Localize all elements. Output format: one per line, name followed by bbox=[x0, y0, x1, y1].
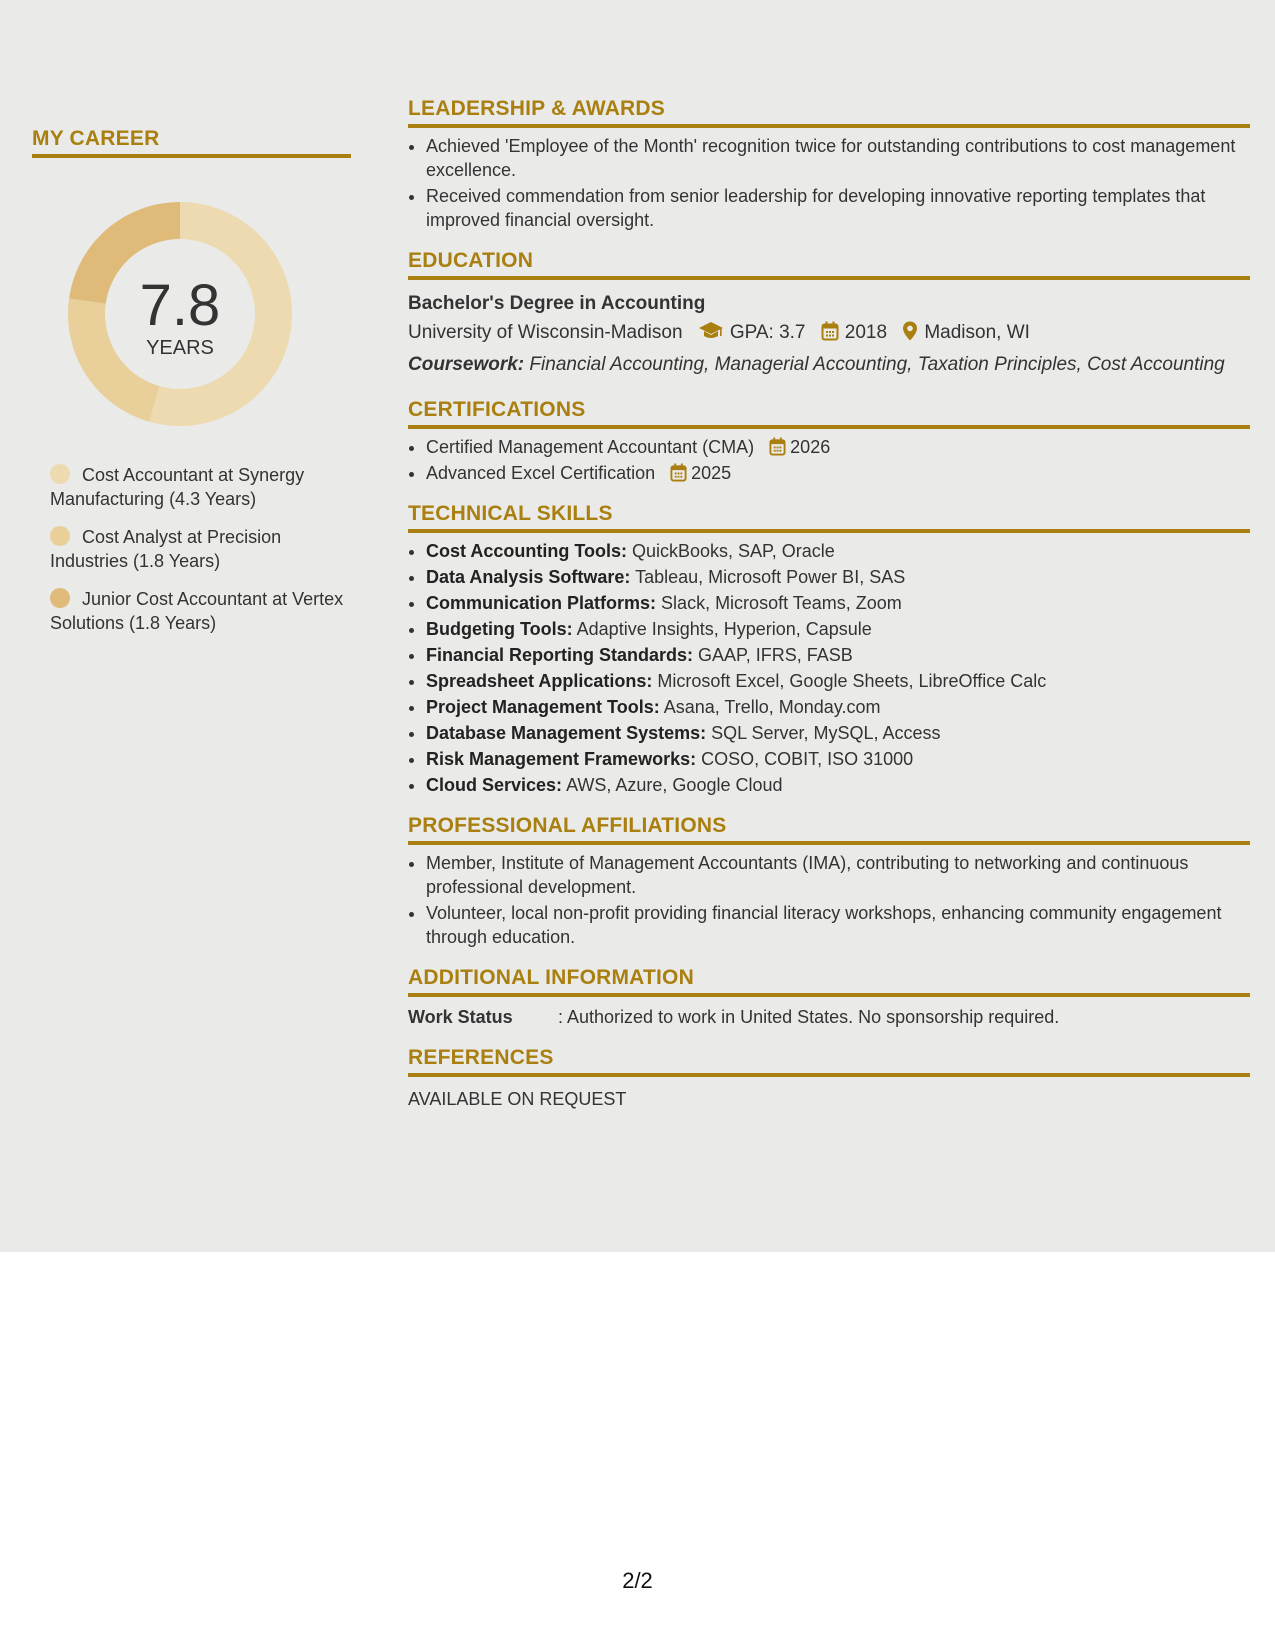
skill-item bbox=[426, 591, 1250, 615]
legend-item bbox=[50, 463, 350, 511]
skill-item bbox=[426, 617, 1250, 641]
coursework-list: Financial Accounting, Managerial Accounting, Taxation Principles, Cost Accounting bbox=[529, 354, 1225, 375]
coursework bbox=[408, 353, 1250, 377]
skill-label: Data Analysis Software: bbox=[426, 567, 631, 587]
legend-label: Cost Accountant at Synergy Manufacturing (4.3 Years) bbox=[50, 465, 305, 509]
technical-skills-heading: TECHNICAL SKILLS bbox=[408, 501, 1250, 533]
work-status-value: : Authorized to work in United States. No sponsorship required. bbox=[558, 1007, 1060, 1027]
skill-label: Cloud Services: bbox=[426, 775, 563, 795]
additional-info-heading: ADDITIONAL INFORMATION bbox=[408, 965, 1250, 997]
skill-label: Project Management Tools: bbox=[426, 697, 660, 717]
certification-name: Certified Management Accountant (CMA) bbox=[426, 437, 755, 457]
skill-label: Budgeting Tools: bbox=[426, 619, 573, 639]
legend-dot bbox=[50, 464, 70, 484]
leadership-heading: LEADERSHIP & AWARDS bbox=[408, 96, 1250, 128]
list-item: • Received commendation from senior leadership for developing innovative reporting templates that improved financial oversight. bbox=[426, 184, 1250, 232]
skill-value: SQL Server, MySQL, Access bbox=[711, 723, 941, 743]
skill-value: Microsoft Excel, Google Sheets, LibreOffice Calc bbox=[657, 671, 1047, 691]
list-item: • Achieved 'Employee of the Month' recognition twice for outstanding contributions to cost management excellence. bbox=[426, 134, 1250, 182]
affiliations-heading: PROFESSIONAL AFFILIATIONS bbox=[408, 813, 1250, 845]
references-heading: REFERENCES bbox=[408, 1045, 1250, 1077]
skill-label: Spreadsheet Applications: bbox=[426, 671, 653, 691]
skill-label: Financial Reporting Standards: bbox=[426, 645, 694, 665]
legend-dot bbox=[50, 588, 70, 608]
degree-title: Bachelor's Degree in Accounting bbox=[408, 293, 706, 314]
skill-value: Slack, Microsoft Teams, Zoom bbox=[661, 593, 902, 613]
list-item: • Volunteer, local non-profit providing financial literacy workshops, enhancing community engagement through education. bbox=[426, 901, 1250, 949]
technical-skills-section bbox=[408, 501, 1250, 797]
certifications-list bbox=[408, 435, 1250, 485]
career-sidebar bbox=[32, 126, 351, 649]
skill-item bbox=[426, 565, 1250, 589]
references-section bbox=[408, 1045, 1250, 1111]
skill-label: Communication Platforms: bbox=[426, 593, 657, 613]
page-number: 2/2 bbox=[622, 1568, 653, 1593]
education-section bbox=[408, 248, 1250, 377]
school-name: University of Wisconsin-Madison bbox=[408, 322, 683, 343]
legend-item bbox=[50, 587, 350, 635]
graduation-year: 2018 bbox=[844, 322, 888, 343]
career-years-unit: YEARS bbox=[146, 337, 214, 359]
certification-year: 2026 bbox=[790, 437, 831, 457]
skill-value: Tableau, Microsoft Power BI, SAS bbox=[635, 567, 906, 587]
certification-year: 2025 bbox=[691, 463, 732, 483]
skill-label: Database Management Systems: bbox=[426, 723, 707, 743]
legend-label: Junior Cost Accountant at Vertex Solutions (1.8 Years) bbox=[50, 589, 344, 633]
work-status-label: Work Status bbox=[408, 1007, 513, 1027]
affiliations-section bbox=[408, 813, 1250, 949]
career-donut-chart bbox=[67, 201, 293, 427]
skill-value: QuickBooks, SAP, Oracle bbox=[632, 541, 835, 561]
education-details bbox=[408, 318, 1250, 351]
skill-item bbox=[426, 695, 1250, 719]
skill-value: Asana, Trello, Monday.com bbox=[663, 697, 881, 717]
school-location: Madison, WI bbox=[924, 322, 1030, 343]
legend-label: Cost Analyst at Precision Industries (1.8 Years) bbox=[50, 527, 282, 571]
skill-item bbox=[426, 773, 1250, 797]
calendar-icon bbox=[670, 463, 687, 482]
skill-item bbox=[426, 669, 1250, 693]
graduation-cap-icon bbox=[698, 321, 724, 351]
map-pin-icon bbox=[902, 321, 918, 351]
certification-item bbox=[426, 461, 1250, 485]
career-heading: MY CAREER bbox=[32, 126, 351, 158]
education-heading: EDUCATION bbox=[408, 248, 1250, 280]
calendar-icon bbox=[769, 437, 786, 456]
skill-value: AWS, Azure, Google Cloud bbox=[566, 775, 783, 795]
skill-label: Cost Accounting Tools: bbox=[426, 541, 627, 561]
leadership-list bbox=[408, 134, 1250, 232]
donut-center bbox=[67, 201, 293, 427]
skill-item bbox=[426, 721, 1250, 745]
certification-name: Advanced Excel Certification bbox=[426, 463, 656, 483]
affiliations-list bbox=[408, 851, 1250, 949]
skill-value: GAAP, IFRS, FASB bbox=[698, 645, 853, 665]
career-total-years: 7.8 bbox=[139, 273, 221, 338]
coursework-label: Coursework: bbox=[408, 354, 525, 375]
certifications-heading: CERTIFICATIONS bbox=[408, 397, 1250, 429]
skills-list bbox=[408, 539, 1250, 797]
skill-item bbox=[426, 539, 1250, 563]
calendar-icon bbox=[821, 321, 839, 351]
skill-value: Adaptive Insights, Hyperion, Capsule bbox=[576, 619, 872, 639]
certification-item bbox=[426, 435, 1250, 459]
leadership-section bbox=[408, 96, 1250, 232]
main-content bbox=[408, 96, 1250, 1127]
list-item: • Member, Institute of Management Accountants (IMA), contributing to networking and continuous professional development. bbox=[426, 851, 1250, 899]
career-legend bbox=[50, 463, 350, 635]
legend-item bbox=[50, 525, 350, 573]
skill-item bbox=[426, 747, 1250, 771]
legend-dot bbox=[50, 526, 70, 546]
gpa: GPA: 3.7 bbox=[729, 322, 806, 343]
certifications-section bbox=[408, 397, 1250, 485]
work-status-row bbox=[408, 1005, 1250, 1029]
skill-label: Risk Management Frameworks: bbox=[426, 749, 697, 769]
references-text: AVAILABLE ON REQUEST bbox=[408, 1089, 627, 1109]
skill-value: COSO, COBIT, ISO 31000 bbox=[701, 749, 914, 769]
additional-info-section bbox=[408, 965, 1250, 1029]
skill-item bbox=[426, 643, 1250, 667]
